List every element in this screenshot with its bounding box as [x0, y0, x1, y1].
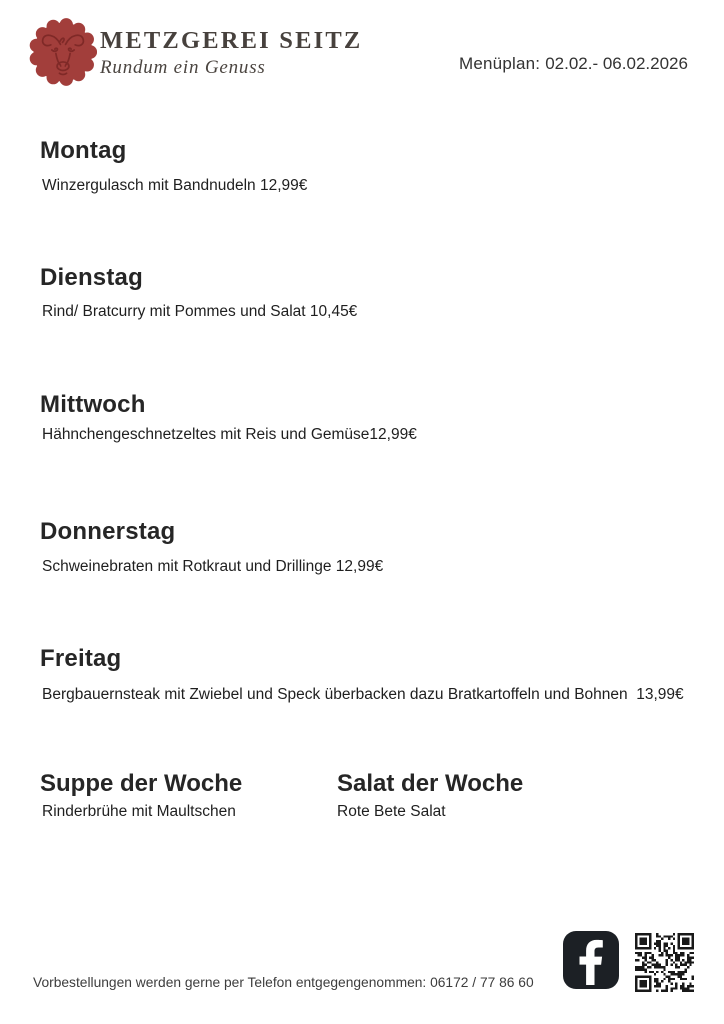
preorder-phone-note: Vorbestellungen werden gerne per Telefon entgegengenommen: 06172 / 77 86 60 — [33, 975, 534, 990]
day-heading-mittwoch: Mittwoch — [40, 391, 146, 418]
brand-name: METZGEREI SEITZ — [100, 27, 363, 54]
day-heading-montag: Montag — [40, 137, 127, 164]
soup-of-week-item: Rinderbrühe mit Maultschen — [42, 803, 236, 820]
menuplan-date-line — [459, 54, 688, 74]
day-heading-donnerstag: Donnerstag — [40, 518, 176, 545]
brand-text-block — [100, 27, 362, 79]
day-heading-dienstag: Dienstag — [40, 264, 143, 291]
qr-code — [635, 933, 694, 992]
menuplan-date-range: 02.02.- 06.02.2026 — [545, 54, 688, 73]
facebook-icon[interactable] — [563, 931, 619, 989]
dish-dienstag: Rind/ Bratcurry mit Pommes und Salat 10,45€ — [42, 303, 358, 320]
dish-montag: Winzergulasch mit Bandnudeln 12,99€ — [42, 177, 308, 194]
dish-freitag: Bergbauernsteak mit Zwiebel und Speck überbacken dazu Bratkartoffeln und Bohnen 13,99€ — [42, 686, 684, 703]
soup-of-week-title: Suppe der Woche — [40, 770, 243, 797]
brand-tagline: Rundum ein Genuss — [100, 57, 266, 78]
day-heading-freitag: Freitag — [40, 645, 122, 672]
wax-seal-bull-head-icon — [29, 18, 97, 86]
dish-mittwoch: Hähnchengeschnetzeltes mit Reis und Gemüse12,99€ — [42, 426, 417, 443]
menuplan-label: Menüplan: — [459, 54, 541, 73]
salad-of-week-title: Salat der Woche — [337, 770, 524, 797]
salad-of-week-item: Rote Bete Salat — [337, 803, 446, 820]
dish-donnerstag: Schweinebraten mit Rotkraut und Drillinge 12,99€ — [42, 558, 384, 575]
